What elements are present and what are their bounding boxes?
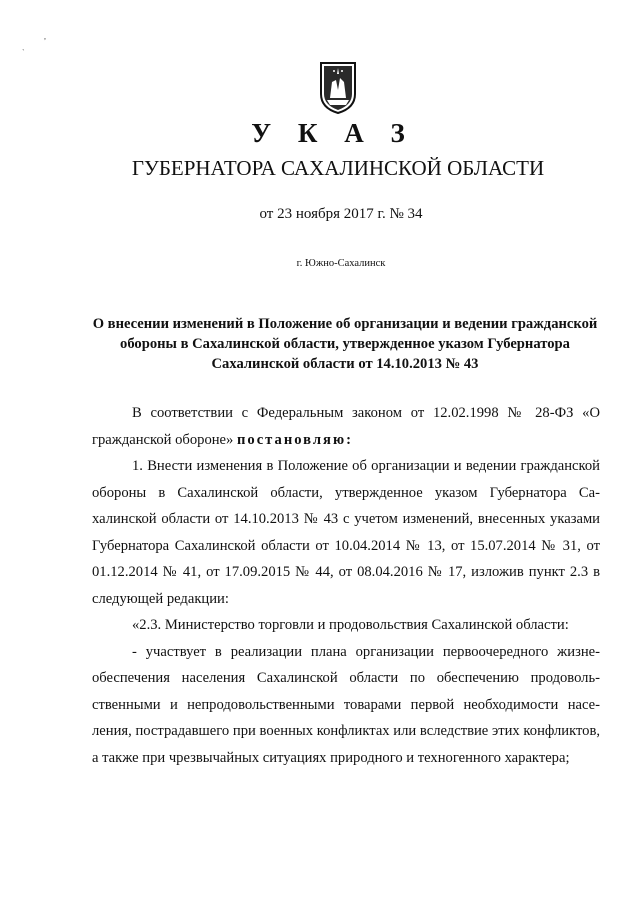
body-paragraph: «2.3. Министерство торговли и продовольствия Сахалинской области: [132,617,569,633]
body-paragraph [92,400,600,453]
document-city: г. Южно-Сахалинск [296,258,386,269]
document-date-number: от 23 ноября 2017 г. № 34 [259,206,423,222]
document-body [92,400,600,771]
scan-speck: ` [22,48,25,57]
body-paragraph: - участвует в реализации плана организации первоочередного жизнеобеспечения населения Сахалинской области по обеспечению продовольственными и непродовольственными товарами первой необходимости населения, пострадавшего при военных конфликтах или вследствие этих конфликтов, а также при чрезвычайных ситуациях природного и техногенного характера; [92,643,600,766]
decree-keyword: постановляю: [237,431,353,448]
document-heading: О внесении изменений в Положение об организации и ведении гражданской обороны в Сахалинской области, утвержденное указом Губернатора Сахалинской области от 14.10.2013 № 43 [92,316,598,372]
document-title: У К А З [251,118,415,148]
paragraph-text: В соответствии с Федеральным законом от 12.02.1998 № 28-ФЗ «О гражданской обороне» [92,405,600,448]
document-subtitle: ГУБЕРНАТОРА САХАЛИНСКОЙ ОБЛАСТИ [131,156,545,180]
scan-speck: , [44,32,46,41]
body-paragraph: 1. Внести изменения в Положение об организации и ведении гражданской обороны в Сахалинской области, утвержденное указом Губернатора Сахалинской области от 14.10.2013 № 43 с учетом изменений, внесенных указами Губернатора Сахалинской области от 10.04.2014 № 13, от 15.07.2014 № 31, от 01.12.2014 № 41, от 17.09.2015 № 44, от 08.04.2016 № 17, изложив пункт 2.3 в следующей редакции: [92,458,600,607]
coat-of-arms-icon [318,60,358,115]
